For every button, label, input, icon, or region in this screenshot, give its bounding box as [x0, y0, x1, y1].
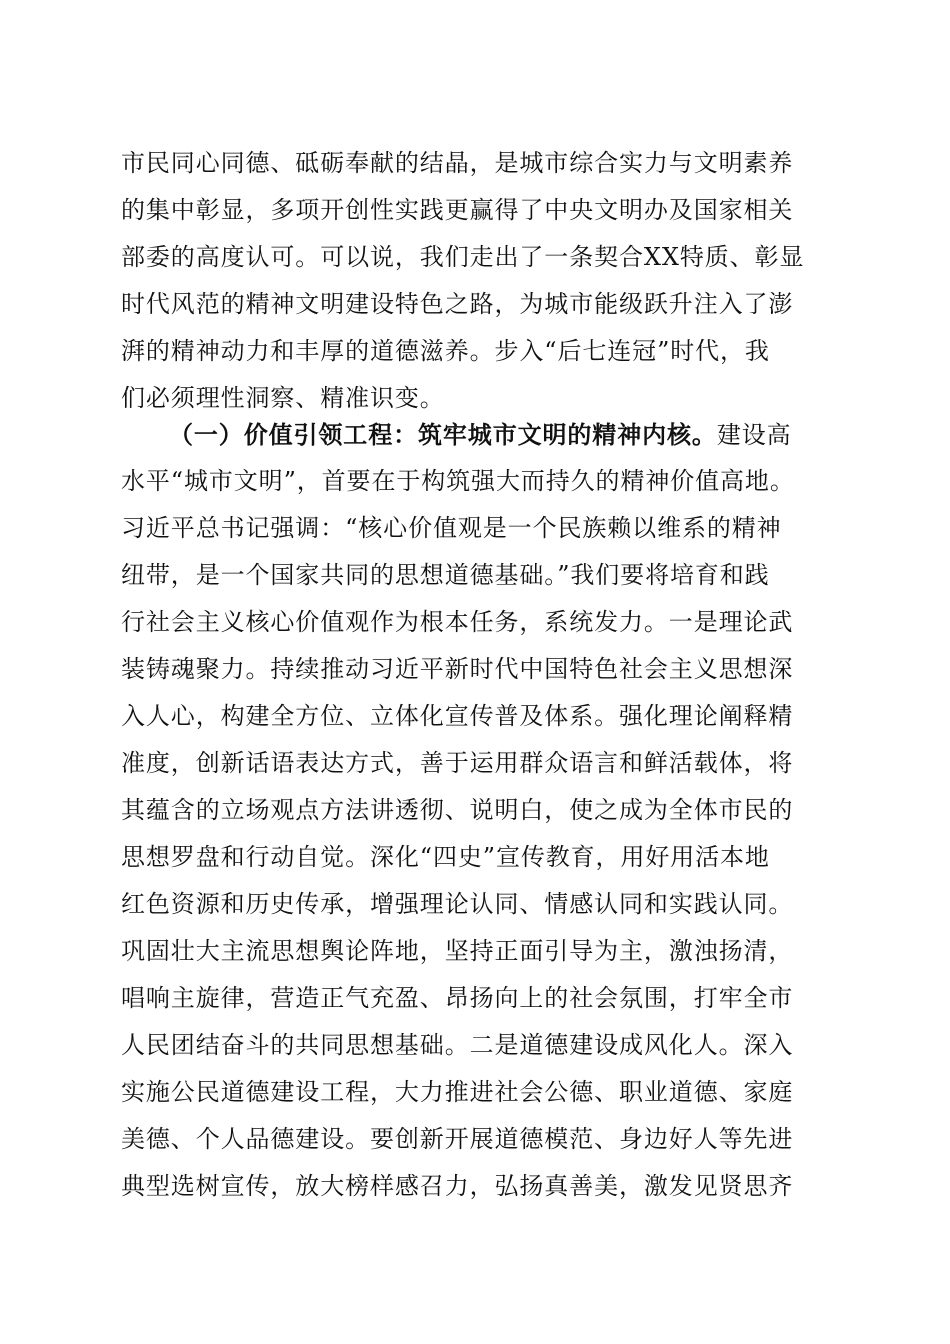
section-first-line — [121, 411, 861, 458]
text-line: 准度，创新话语表达方式，善于运用群众语言和鲜活载体，将 — [121, 749, 794, 777]
text-line: 巩固壮大主流思想舆论阵地，坚持正面引导为主，激浊扬清， — [121, 937, 794, 965]
text-line: 思想罗盘和行动自觉。深化“四史”宣传教育，用好用活本地 — [121, 843, 770, 871]
text-line: 们必须理性洞察、精准识变。 — [121, 384, 445, 412]
text-line: 人民团结奋斗的共同思想基础。二是道德建设成风化人。深入 — [121, 1031, 794, 1059]
text-line: 入人心，构建全方位、立体化宣传普及体系。强化理论阐释精 — [121, 702, 794, 730]
text-line: 纽带，是一个国家共同的思想道德基础。”我们要将培育和践 — [121, 561, 770, 589]
text-line: 湃的精神动力和丰厚的道德滋养。步入“后七连冠”时代，我 — [121, 337, 770, 365]
text-line: 市民同心同德、砥砺奉献的结晶，是城市综合实力与文明素养 — [121, 149, 794, 177]
text-line: 红色资源和历史传承，增强理论认同、情感认同和实践认同。 — [121, 890, 794, 918]
text-line: 典型选树宣传，放大榜样感召力，弘扬真善美，激发见贤思齐 — [121, 1172, 794, 1200]
text-line: 时代风范的精神文明建设特色之路，为城市能级跃升注入了澎 — [121, 290, 794, 318]
text-line: 部委的高度认可。可以说，我们走出了一条契合XX特质、彰显 — [121, 243, 805, 271]
text-line: 其蕴含的立场观点方法讲透彻、说明白，使之成为全体市民的 — [121, 796, 794, 824]
text-line: 装铸魂聚力。持续推动习近平新时代中国特色社会主义思想深 — [121, 655, 794, 683]
section-first-line-text: 建设高 — [716, 421, 792, 449]
text-line: 的集中彰显，多项开创性实践更赢得了中央文明办及国家相关 — [121, 196, 794, 224]
paragraph-continuation — [121, 140, 861, 422]
text-line: 习近平总书记强调：“核心价值观是一个民族赖以维系的精神 — [121, 514, 782, 542]
text-line: 实施公民道德建设工程，大力推进社会公德、职业道德、家庭 — [121, 1078, 794, 1106]
section-paragraph — [121, 411, 861, 1210]
section-heading: （一）价值引领工程：筑牢城市文明的精神内核。 — [169, 420, 717, 449]
text-line: 水平“城市文明”，首要在于构筑强大而持久的精神价值高地。 — [121, 467, 795, 495]
text-line: 美德、个人品德建设。要创新开展道德模范、身边好人等先进 — [121, 1125, 794, 1153]
text-line: 行社会主义核心价值观作为根本任务，系统发力。一是理论武 — [121, 608, 794, 636]
text-line: 唱响主旋律，营造正气充盈、昂扬向上的社会氛围，打牢全市 — [121, 984, 794, 1012]
